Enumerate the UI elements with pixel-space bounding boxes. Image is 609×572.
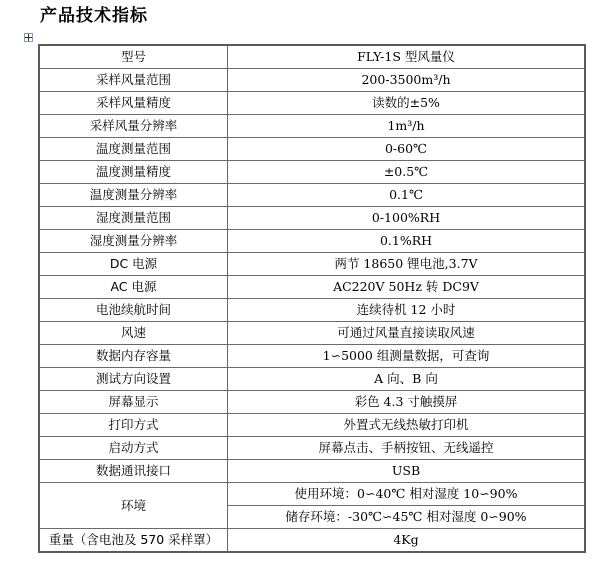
table-row bbox=[39, 138, 585, 161]
spec-label: 采样风量精度 bbox=[39, 92, 228, 115]
spec-value: 屏幕点击、手柄按钮、无线遥控 bbox=[228, 437, 586, 460]
spec-value: 使用环境：0∽40℃ 相对湿度 10∽90% bbox=[228, 483, 586, 506]
spec-table bbox=[38, 44, 586, 553]
table-row bbox=[39, 345, 585, 368]
spec-label: 温度测量精度 bbox=[39, 161, 228, 184]
spec-value: 可通过风量直接读取风速 bbox=[228, 322, 586, 345]
spec-label: 数据通讯接口 bbox=[39, 460, 228, 483]
table-row bbox=[39, 45, 585, 69]
spec-label: 重量（含电池及 570 采样罩） bbox=[39, 529, 228, 553]
spec-label: 温度测量范围 bbox=[39, 138, 228, 161]
spec-label: 环境 bbox=[39, 483, 228, 529]
table-row bbox=[39, 276, 585, 299]
spec-value: 外置式无线热敏打印机 bbox=[228, 414, 586, 437]
spec-value: 读数的±5% bbox=[228, 92, 586, 115]
spec-value: ±0.5℃ bbox=[228, 161, 586, 184]
table-row bbox=[39, 184, 585, 207]
table-row bbox=[39, 161, 585, 184]
table-row bbox=[39, 391, 585, 414]
spec-value: 0.1℃ bbox=[228, 184, 586, 207]
spec-value: FLY-1S 型风量仪 bbox=[228, 45, 586, 69]
spec-value: 200-3500m³/h bbox=[228, 69, 586, 92]
spec-value: 储存环境：-30℃∽45℃ 相对湿度 0∽90% bbox=[228, 506, 586, 529]
spec-table-body bbox=[39, 45, 585, 552]
spec-label: 测试方向设置 bbox=[39, 368, 228, 391]
spec-value: 0.1%RH bbox=[228, 230, 586, 253]
table-row bbox=[39, 253, 585, 276]
spec-label: 温度测量分辨率 bbox=[39, 184, 228, 207]
move-cross-icon[interactable] bbox=[24, 33, 33, 42]
spec-label: 数据内存容量 bbox=[39, 345, 228, 368]
spec-label: 湿度测量范围 bbox=[39, 207, 228, 230]
table-row bbox=[39, 322, 585, 345]
table-row bbox=[39, 460, 585, 483]
spec-value: 彩色 4.3 寸触摸屏 bbox=[228, 391, 586, 414]
spec-label: 采样风量分辨率 bbox=[39, 115, 228, 138]
spec-value: 1m³/h bbox=[228, 115, 586, 138]
spec-label: 电池续航时间 bbox=[39, 299, 228, 322]
table-row bbox=[39, 207, 585, 230]
spec-value: A 向、B 向 bbox=[228, 368, 586, 391]
spec-label: 型号 bbox=[39, 45, 228, 69]
spec-value: 1∽5000 组测量数据，可查询 bbox=[228, 345, 586, 368]
spec-value: 0-60℃ bbox=[228, 138, 586, 161]
spec-label: 启动方式 bbox=[39, 437, 228, 460]
table-row bbox=[39, 92, 585, 115]
spec-label: 湿度测量分辨率 bbox=[39, 230, 228, 253]
spec-label: 打印方式 bbox=[39, 414, 228, 437]
table-row bbox=[39, 115, 585, 138]
env-row-operating bbox=[39, 483, 585, 506]
spec-value: USB bbox=[228, 460, 586, 483]
page-title: 产品技术指标 bbox=[40, 6, 148, 26]
weight-row bbox=[39, 529, 585, 553]
table-row bbox=[39, 437, 585, 460]
spec-label: 风速 bbox=[39, 322, 228, 345]
table-row bbox=[39, 69, 585, 92]
spec-label: 屏幕显示 bbox=[39, 391, 228, 414]
table-row bbox=[39, 368, 585, 391]
table-row bbox=[39, 414, 585, 437]
spec-value: 连续待机 12 小时 bbox=[228, 299, 586, 322]
spec-value: 0-100%RH bbox=[228, 207, 586, 230]
table-row bbox=[39, 230, 585, 253]
spec-value: AC220V 50Hz 转 DC9V bbox=[228, 276, 586, 299]
spec-value: 两节 18650 锂电池,3.7V bbox=[228, 253, 586, 276]
table-row bbox=[39, 299, 585, 322]
spec-label: 采样风量范围 bbox=[39, 69, 228, 92]
spec-value: 4Kg bbox=[228, 529, 586, 553]
spec-label: DC 电源 bbox=[39, 253, 228, 276]
spec-label: AC 电源 bbox=[39, 276, 228, 299]
